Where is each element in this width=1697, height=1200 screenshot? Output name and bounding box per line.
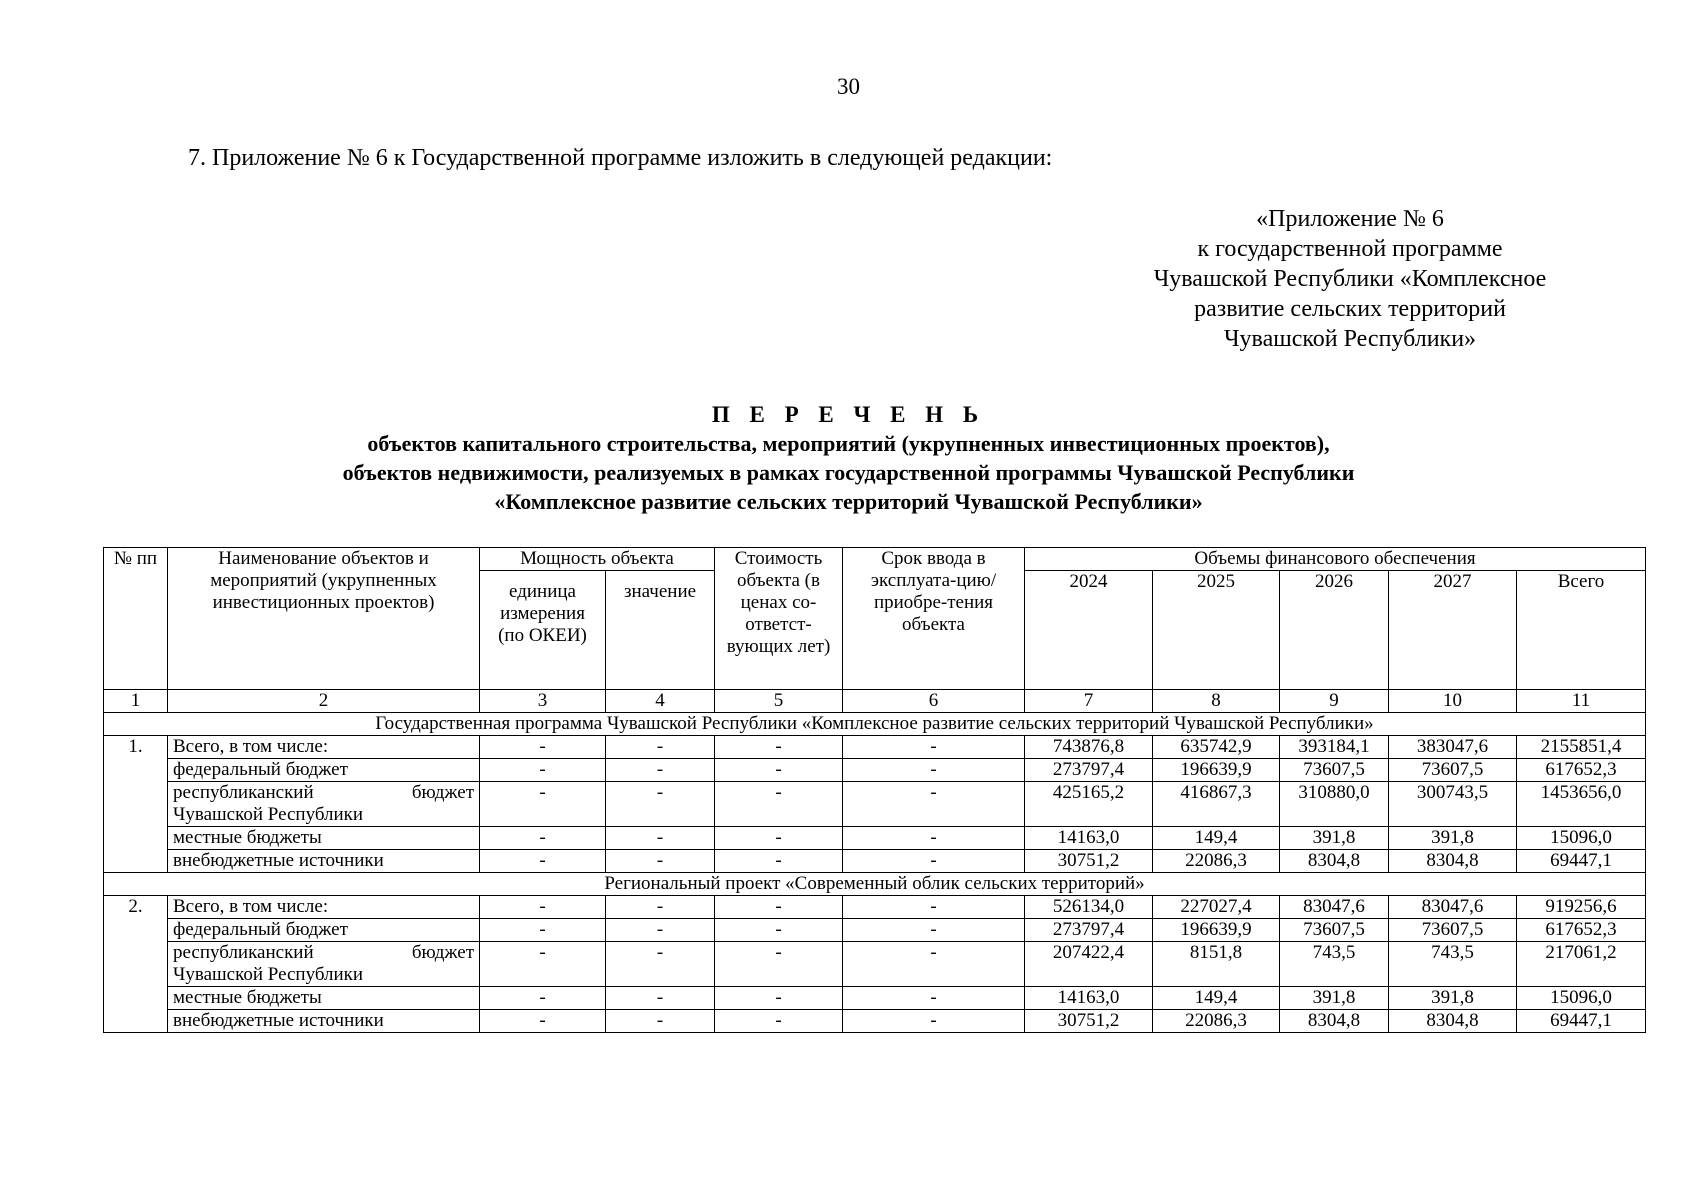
row-name: республиканский бюджет Чувашской Республики — [168, 782, 480, 827]
cell-value: - — [606, 1010, 715, 1033]
cell-2025: 635742,9 — [1153, 736, 1280, 759]
cell-total: 15096,0 — [1517, 827, 1646, 850]
cell-2027: 743,5 — [1389, 942, 1517, 987]
cell-deadline: - — [843, 942, 1025, 987]
cell-total: 15096,0 — [1517, 987, 1646, 1010]
row-name: внебюджетные источники — [168, 850, 480, 873]
cell-total: 69447,1 — [1517, 1010, 1646, 1033]
cell-total: 919256,6 — [1517, 896, 1646, 919]
cell-2027: 300743,5 — [1389, 782, 1517, 827]
cell-2025: 196639,9 — [1153, 759, 1280, 782]
cell-2026: 310880,0 — [1280, 782, 1389, 827]
cell-2026: 8304,8 — [1280, 850, 1389, 873]
page-number: 30 — [837, 74, 860, 99]
header-funding: Объемы финансового обеспечения — [1025, 548, 1646, 571]
column-number: 10 — [1389, 690, 1517, 713]
cell-cost: - — [715, 782, 843, 827]
cell-2026: 8304,8 — [1280, 1010, 1389, 1033]
header-year-2027: 2027 — [1389, 571, 1517, 690]
cell-value: - — [606, 942, 715, 987]
row-number: 1. — [104, 736, 168, 873]
cell-total: 69447,1 — [1517, 850, 1646, 873]
table-row — [104, 827, 1646, 850]
cell-cost: - — [715, 942, 843, 987]
cell-2024: 14163,0 — [1025, 827, 1153, 850]
appendix-line: «Приложение № 6 — [1256, 206, 1444, 232]
cell-2026: 393184,1 — [1280, 736, 1389, 759]
cell-unit: - — [480, 782, 606, 827]
instruction-text: 7. Приложение № 6 к Государственной программе изложить в следующей редакции: — [188, 145, 1053, 171]
table-row — [104, 942, 1646, 987]
header-total: Всего — [1517, 571, 1646, 690]
table-row — [104, 782, 1646, 827]
cell-unit: - — [480, 850, 606, 873]
table-row — [104, 850, 1646, 873]
cell-2024: 425165,2 — [1025, 782, 1153, 827]
column-number-row — [104, 690, 1646, 713]
cell-cost: - — [715, 850, 843, 873]
cell-unit: - — [480, 827, 606, 850]
header-capacity: Мощность объекта — [480, 548, 715, 571]
section-title-row — [104, 713, 1646, 736]
header-row — [104, 548, 1646, 571]
row-number: 2. — [104, 896, 168, 1033]
cell-2026: 391,8 — [1280, 827, 1389, 850]
header-deadline: Срок ввода в эксплуата-цию/приобре-тения объекта — [843, 548, 1025, 690]
title-line: «Комплексное развитие сельских территорий Чувашской Республики» — [494, 489, 1203, 514]
column-number: 1 — [104, 690, 168, 713]
cell-2025: 416867,3 — [1153, 782, 1280, 827]
cell-value: - — [606, 987, 715, 1010]
cell-2026: 83047,6 — [1280, 896, 1389, 919]
cell-cost: - — [715, 919, 843, 942]
column-number: 8 — [1153, 690, 1280, 713]
cell-unit: - — [480, 736, 606, 759]
appendix-line: к государственной программе — [1197, 236, 1503, 262]
cell-deadline: - — [843, 1010, 1025, 1033]
cell-deadline: - — [843, 850, 1025, 873]
cell-cost: - — [715, 736, 843, 759]
appendix-line: Чувашской Республики «Комплексное — [1153, 266, 1547, 292]
column-number: 11 — [1517, 690, 1646, 713]
cell-total: 2155851,4 — [1517, 736, 1646, 759]
header-cost: Стоимость объекта (в ценах со-ответст-вующих лет) — [715, 548, 843, 690]
column-number: 7 — [1025, 690, 1153, 713]
header-year-2024: 2024 — [1025, 571, 1153, 690]
cell-value: - — [606, 782, 715, 827]
cell-2026: 743,5 — [1280, 942, 1389, 987]
cell-unit: - — [480, 759, 606, 782]
cell-value: - — [606, 896, 715, 919]
section-title: Региональный проект «Современный облик сельских территорий» — [104, 873, 1646, 896]
column-number: 2 — [168, 690, 480, 713]
cell-cost: - — [715, 1010, 843, 1033]
cell-cost: - — [715, 896, 843, 919]
cell-deadline: - — [843, 736, 1025, 759]
cell-2025: 22086,3 — [1153, 850, 1280, 873]
row-name: местные бюджеты — [168, 987, 480, 1010]
cell-2024: 14163,0 — [1025, 987, 1153, 1010]
column-number: 5 — [715, 690, 843, 713]
column-number: 4 — [606, 690, 715, 713]
objects-table — [103, 547, 1646, 1033]
appendix-line: развитие сельских территорий — [1194, 296, 1506, 322]
cell-2024: 526134,0 — [1025, 896, 1153, 919]
cell-unit: - — [480, 1010, 606, 1033]
cell-2024: 743876,8 — [1025, 736, 1153, 759]
title-line: объектов капитального строительства, мероприятий (укрупненных инвестиционных проектов), — [367, 431, 1330, 456]
row-name: внебюджетные источники — [168, 1010, 480, 1033]
row-name: местные бюджеты — [168, 827, 480, 850]
cell-2024: 30751,2 — [1025, 850, 1153, 873]
row-name: федеральный бюджет — [168, 919, 480, 942]
header-value: значение — [606, 571, 715, 690]
cell-2026: 73607,5 — [1280, 759, 1389, 782]
table-row — [104, 1010, 1646, 1033]
cell-value: - — [606, 827, 715, 850]
cell-2027: 8304,8 — [1389, 850, 1517, 873]
document-title — [0, 400, 1697, 516]
cell-total: 217061,2 — [1517, 942, 1646, 987]
cell-value: - — [606, 850, 715, 873]
table-row — [104, 987, 1646, 1010]
cell-total: 617652,3 — [1517, 759, 1646, 782]
cell-deadline: - — [843, 782, 1025, 827]
cell-value: - — [606, 919, 715, 942]
header-year-2025: 2025 — [1153, 571, 1280, 690]
cell-2024: 30751,2 — [1025, 1010, 1153, 1033]
row-name: федеральный бюджет — [168, 759, 480, 782]
cell-total: 617652,3 — [1517, 919, 1646, 942]
cell-unit: - — [480, 942, 606, 987]
cell-deadline: - — [843, 759, 1025, 782]
table-row — [104, 896, 1646, 919]
cell-2026: 73607,5 — [1280, 919, 1389, 942]
table-row — [104, 919, 1646, 942]
section-title-row — [104, 873, 1646, 896]
row-name: Всего, в том числе: — [168, 896, 480, 919]
cell-cost: - — [715, 827, 843, 850]
header-num: № пп — [104, 548, 168, 690]
row-name: республиканский бюджет Чувашской Республики — [168, 942, 480, 987]
cell-2027: 391,8 — [1389, 987, 1517, 1010]
cell-unit: - — [480, 896, 606, 919]
cell-2024: 273797,4 — [1025, 759, 1153, 782]
cell-2027: 73607,5 — [1389, 759, 1517, 782]
cell-2024: 207422,4 — [1025, 942, 1153, 987]
cell-2027: 391,8 — [1389, 827, 1517, 850]
cell-total: 1453656,0 — [1517, 782, 1646, 827]
appendix-line: Чувашской Республики» — [1223, 326, 1477, 352]
section-title: Государственная программа Чувашской Республики «Комплексное развитие сельских территорий Чувашской Республики» — [104, 713, 1646, 736]
header-name: Наименование объектов и мероприятий (укрупненных инвестиционных проектов) — [168, 548, 480, 690]
row-name: Всего, в том числе: — [168, 736, 480, 759]
column-number: 3 — [480, 690, 606, 713]
cell-2026: 391,8 — [1280, 987, 1389, 1010]
title-line: объектов недвижимости, реализуемых в рамках государственной программы Чувашской Республики — [342, 460, 1355, 485]
cell-2024: 273797,4 — [1025, 919, 1153, 942]
cell-deadline: - — [843, 987, 1025, 1010]
cell-cost: - — [715, 759, 843, 782]
cell-2025: 8151,8 — [1153, 942, 1280, 987]
cell-2025: 149,4 — [1153, 827, 1280, 850]
cell-2025: 196639,9 — [1153, 919, 1280, 942]
column-number: 6 — [843, 690, 1025, 713]
cell-2027: 83047,6 — [1389, 896, 1517, 919]
cell-2025: 149,4 — [1153, 987, 1280, 1010]
cell-deadline: - — [843, 896, 1025, 919]
table-row — [104, 736, 1646, 759]
title-heading: П Е Р Е Ч Е Н Ь — [711, 402, 986, 427]
cell-deadline: - — [843, 919, 1025, 942]
cell-2027: 8304,8 — [1389, 1010, 1517, 1033]
cell-2025: 22086,3 — [1153, 1010, 1280, 1033]
cell-2025: 227027,4 — [1153, 896, 1280, 919]
header-unit: единица измерения (по ОКЕИ) — [480, 571, 606, 690]
table-row — [104, 759, 1646, 782]
cell-unit: - — [480, 919, 606, 942]
cell-value: - — [606, 736, 715, 759]
header-year-2026: 2026 — [1280, 571, 1389, 690]
cell-cost: - — [715, 987, 843, 1010]
cell-2027: 73607,5 — [1389, 919, 1517, 942]
cell-value: - — [606, 759, 715, 782]
cell-2027: 383047,6 — [1389, 736, 1517, 759]
cell-unit: - — [480, 987, 606, 1010]
cell-deadline: - — [843, 827, 1025, 850]
appendix-reference — [1040, 204, 1660, 354]
column-number: 9 — [1280, 690, 1389, 713]
